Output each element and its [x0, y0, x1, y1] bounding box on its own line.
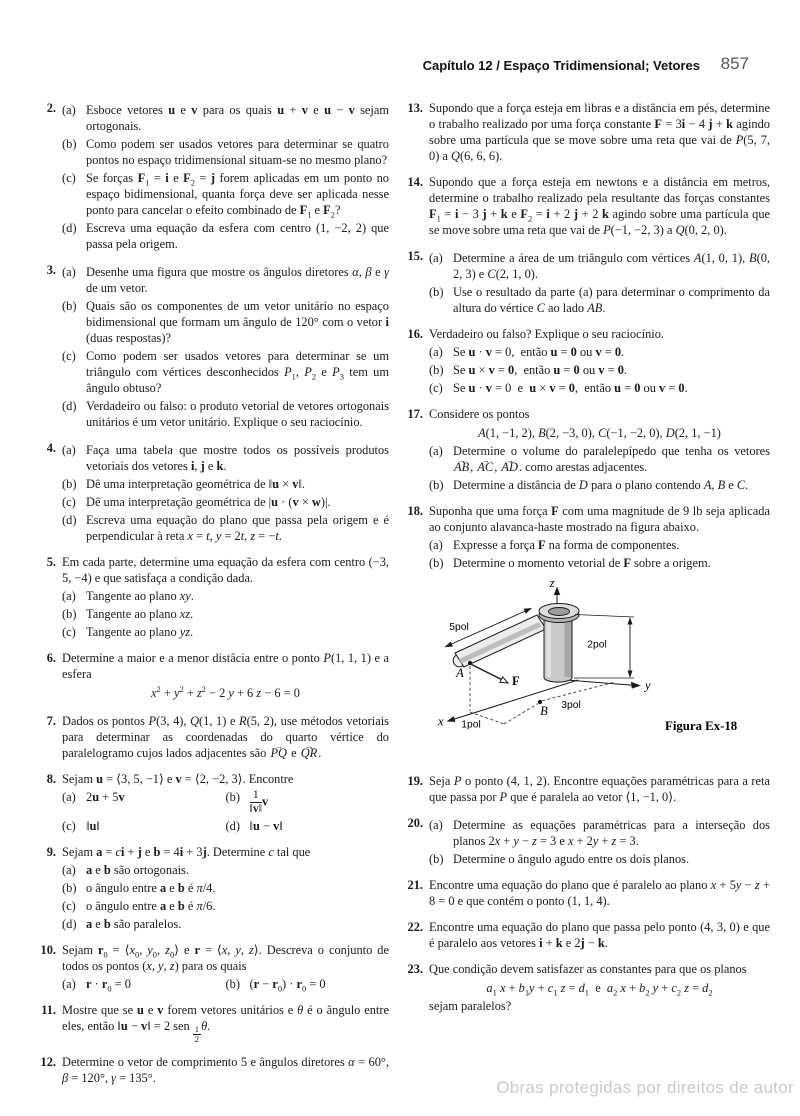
- right-column-bottom: [402, 773, 770, 1014]
- part-text: Determine a área de um triângulo com vértices A(1, 0, 1), B(0, 2, 3) e C(2, 1, 0).: [453, 251, 770, 281]
- exercise-part: [429, 250, 770, 282]
- part-label: (d): [62, 221, 77, 235]
- part-label: (b): [62, 880, 77, 895]
- exercise-body: [62, 771, 389, 834]
- exercise-number: 17.: [407, 407, 423, 421]
- part-text: Expresse a força F na forma de componentes.: [453, 538, 680, 552]
- part-label: (d): [62, 513, 77, 527]
- exercise-5: [35, 554, 389, 640]
- part-label: (a): [62, 589, 76, 603]
- measure-2pol-arrow-down: [628, 671, 633, 679]
- exercise-parts: [429, 537, 770, 571]
- exercise-parts: [429, 250, 770, 316]
- exercise-parts: [429, 443, 770, 493]
- exercise-body: [62, 844, 389, 932]
- lever-arm-shading: [459, 622, 542, 664]
- part-text: a e b são paralelos.: [86, 916, 182, 931]
- exercise-number: 4.: [46, 441, 56, 455]
- exercise-parts-grid: [62, 976, 389, 992]
- exercise-part: [62, 818, 226, 834]
- exercise-number: 12.: [40, 1055, 56, 1070]
- exercise-body: [429, 326, 770, 396]
- part-label: (c): [62, 898, 76, 913]
- exercise-4: [35, 440, 389, 544]
- part-label: (b): [225, 790, 240, 804]
- part-label: (a): [62, 862, 76, 877]
- exercise-12: [35, 1054, 389, 1086]
- exercise-number: 16.: [407, 327, 423, 341]
- exercise-2: [35, 100, 389, 252]
- exercise-text: Mostre que se u e v forem vetores unitários e θ é o ângulo entre eles, então ‖u − v‖ = 2 sen $\frac{1}{2}$ θ.: [62, 1002, 390, 1045]
- part-label: (b): [62, 299, 77, 313]
- exercise-text: Dados os pontos P(3, 4), Q(1, 1) e R(5, 2), use métodos vetoriais para determinar as coordenadas do quarto vértice do paralelogramo cujos lados adjacentes são → PQ e → QR.: [62, 713, 389, 761]
- part-text: Determine as equações paramétricas para a interseção dos planos 2x + y − z = 3 e x + 2y + z = 3.: [453, 818, 770, 848]
- exercise-part: [62, 220, 389, 252]
- exercise-text: sejam paralelos?: [429, 999, 512, 1013]
- exercise-text: Sejam a = ci + j e b = 4i + 3j. Determine c tal que: [62, 844, 311, 859]
- exercise-14: [402, 174, 770, 238]
- exercise-part: [62, 476, 389, 492]
- exercise-part: [226, 789, 390, 816]
- ring-hole: [549, 608, 570, 616]
- exercise-body: [429, 248, 770, 316]
- exercise-body: [62, 262, 389, 430]
- part-label: (b): [62, 607, 77, 621]
- exercise-number: 8.: [46, 772, 56, 786]
- part-label: (b): [429, 852, 444, 866]
- measure-2pol-arrow-up: [628, 617, 633, 625]
- part-text: Escreva uma equação do plano que passa pela origem e é perpendicular à reta x = t, y = 2t, z = −t.: [86, 513, 389, 543]
- exercise-16: [402, 326, 770, 396]
- exercise-part: [62, 976, 226, 992]
- exercise-body: [429, 174, 770, 238]
- exercise-part: [429, 362, 770, 378]
- exercise-part: [62, 588, 389, 604]
- exercise-part: [429, 537, 770, 553]
- exercise-body: [429, 919, 770, 951]
- exercise-body: [62, 650, 389, 703]
- measure-2pol-label: 2pol: [587, 639, 607, 651]
- part-label: (a): [429, 345, 443, 359]
- measure-5pol-label: 5pol: [449, 622, 469, 633]
- exercise-part: [62, 606, 389, 622]
- exercise-part: [226, 976, 390, 992]
- part-row: [62, 789, 389, 816]
- part-text: o ângulo entre a e b é π/4.: [86, 880, 216, 895]
- exercise-number: 21.: [407, 878, 423, 892]
- exercise-6: [35, 650, 389, 703]
- exercise-body: [429, 503, 770, 571]
- exercise-text: Seja P o ponto (4, 1, 2). Encontre equações paramétricas para a reta que passa por P que é paralela ao vetor ⟨1, −1, 0⟩.: [429, 774, 771, 804]
- exercise-part: [62, 264, 389, 296]
- exercise-body: [62, 440, 389, 544]
- part-row: [62, 976, 389, 992]
- exercise-part: [62, 898, 389, 914]
- part-label: (b): [225, 976, 240, 991]
- exercise-11: [35, 1002, 389, 1044]
- measure-3pol-label: 3pol: [561, 700, 581, 711]
- exercise-text: Determine a maior e a menor distâcia entre o ponto P(1, 1, 1) e a esfera: [62, 651, 389, 681]
- exercise-10: [35, 942, 389, 992]
- exercise-20: [402, 815, 770, 867]
- exercise-body: [429, 773, 770, 805]
- part-label: (a): [429, 538, 443, 552]
- exercise-number: 13.: [407, 101, 423, 115]
- part-label: (a): [62, 976, 76, 991]
- exercise-text: Suponha que uma força F com uma magnitude de 9 lb seja aplicada ao conjunto alavanca-haste mostrado na figura abaixo.: [429, 504, 770, 534]
- exercise-8: [35, 771, 389, 834]
- part-label: (d): [62, 399, 77, 413]
- exercise-body: [62, 1054, 389, 1086]
- exercise-text: Que condição devem satisfazer as constantes para que os planos: [429, 962, 747, 976]
- exercise-parts-grid: [62, 789, 389, 834]
- exercise-21: [402, 877, 770, 909]
- part-text: ‖u‖: [86, 818, 100, 833]
- exercise-part: [429, 284, 770, 316]
- exercise-13: [402, 100, 770, 164]
- exercise-7: [35, 713, 389, 761]
- part-text: Dê uma interpretação geométrica de ‖u × v‖.: [86, 477, 306, 491]
- part-text: Verdadeiro ou falso: o produto vetorial de vetores ortogonais unitários é um vetor unitário. Explique o seu raciocínio.: [86, 399, 389, 429]
- part-label: (d): [225, 818, 240, 833]
- exercise-parts: [62, 102, 389, 252]
- part-text: Determine o volume do paralelepípedo que tenha os vetores → AB, → AC, → AD. como arestas adjacentes.: [453, 443, 770, 475]
- part-label: (d): [62, 916, 77, 931]
- exercise-text: Sejam $r_0$ = $⟨x_0$, $y_0$, $z_0⟩$ e r = ⟨x, y, z⟩. Descreva o conjunto de todos os pontos (x, y, z) para os quais: [62, 942, 389, 973]
- exercise-number: 11.: [41, 1002, 56, 1017]
- part-label: (a): [62, 443, 76, 457]
- part-label: (c): [62, 349, 76, 363]
- exercise-part: [62, 136, 389, 168]
- part-label: (a): [62, 265, 76, 279]
- exercise-number: 15.: [407, 249, 423, 263]
- exercise-part: [62, 789, 226, 816]
- exercise-number: 14.: [407, 175, 423, 189]
- exercise-body: [62, 942, 389, 992]
- exercise-number: 3.: [46, 263, 56, 277]
- exercise-part: [62, 442, 389, 474]
- exercise-part: [429, 817, 770, 849]
- exercise-body: [429, 406, 770, 493]
- x-axis-arrowhead: [447, 716, 456, 722]
- exercise-display-equation: $a_1$ $x + b_1y + c_1$ $z = d_1$ e $a_2$ $x + b_2$ $y + c_2$ $z = d_2$: [486, 981, 713, 998]
- exercise-parts: [429, 344, 770, 396]
- exercise-part: [226, 818, 390, 834]
- exercise-body: [62, 1002, 389, 1044]
- part-label: (a): [429, 251, 443, 265]
- part-text: Determine a distância de D para o plano contendo A, B e C.: [453, 478, 749, 492]
- y-axis-arrowhead: [631, 682, 641, 689]
- part-row: [62, 818, 389, 834]
- chapter-header: Capítulo 12 / Espaço Tridimensional; Vetores: [422, 58, 700, 73]
- exercise-parts: [62, 588, 389, 640]
- exercise-part: [429, 555, 770, 571]
- exercise-text: Sejam u = ⟨3, 5, −1⟩ e v = ⟨2, −2, 3⟩. Encontre: [62, 772, 294, 786]
- exercise-number: 6.: [46, 651, 56, 665]
- exercise-text: Encontre uma equação do plano que é paralelo ao plano x + 5y − z + 8 = 0 e que contém o ponto (1, 1, 4).: [429, 878, 770, 908]
- exercise-number: 23.: [407, 962, 423, 976]
- part-text: Se u · v = 0 e u × v = 0, então u = 0 ou v = 0.: [453, 381, 688, 395]
- measure-5pol-arrow-tail: [445, 642, 453, 648]
- part-text: Se u × v = 0, então u = 0 ou v = 0.: [453, 363, 628, 377]
- force-F-vector: [472, 665, 502, 680]
- exercise-text: Encontre uma equação do plano que passa pelo ponto (4, 3, 0) e que é paralelo aos vetores i + k e 2j − k.: [429, 920, 770, 950]
- exercise-part: [62, 512, 389, 544]
- part-label: (b): [62, 137, 77, 151]
- part-text: Desenhe uma figura que mostre os ângulos diretores α, β e γ de um vetor.: [86, 265, 389, 295]
- exercise-body: [429, 815, 770, 867]
- part-text: $(r - r_0) \cdot r_0 = 0$: [249, 976, 326, 994]
- measure-2pol-tick-top: [575, 615, 634, 618]
- part-text: a e b são ortogonais.: [86, 862, 189, 877]
- part-text: Tangente ao plano xz.: [86, 607, 194, 621]
- exercise-part: [429, 851, 770, 867]
- point-A: [468, 661, 472, 665]
- point-A-label: A: [456, 666, 464, 680]
- exercise-17: [402, 406, 770, 493]
- exercise-number: 22.: [407, 920, 423, 934]
- exercise-body: [429, 877, 770, 909]
- exercise-19: [402, 773, 770, 805]
- exercise-number: 9.: [46, 844, 56, 859]
- exercise-part: [429, 443, 770, 475]
- exercise-display-equation: A(1, −1, 2), B(2, −3, 0), C(−1, −2, 0), D(2, 1, −1): [478, 426, 721, 440]
- exercise-9: [35, 844, 389, 932]
- right-column: [402, 100, 770, 1024]
- part-text: 2u + 5v: [86, 790, 125, 804]
- part-text: Tangente ao plano yz.: [86, 625, 194, 639]
- part-text: $r \cdot r_0 = 0$: [86, 976, 131, 994]
- cylinder-shade-right: [565, 616, 572, 677]
- exercise-part: [62, 298, 389, 346]
- exercise-body: [429, 961, 770, 1014]
- force-F-arrowhead: [500, 677, 508, 683]
- z-axis-label: z: [549, 581, 555, 590]
- exercise-text: Verdadeiro ou falso? Explique o seu raciocínio.: [429, 327, 664, 341]
- exercise-22: [402, 919, 770, 951]
- part-text: $\frac{1}{‖v‖}$ v: [249, 788, 269, 815]
- exercise-number: 18.: [407, 504, 423, 518]
- part-text: o ângulo entre a e b é π/6.: [86, 898, 216, 913]
- part-text: Faça uma tabela que mostre todos os possíveis produtos vetoriais dos vetores i, j e k.: [86, 443, 389, 473]
- part-text: Se u · v = 0, então u = 0 ou v = 0.: [453, 345, 625, 359]
- part-text: Escreva uma equação da esfera com centro (1, −2, 2) que passa pela origem.: [86, 221, 389, 251]
- part-text: Como podem ser usados vetores para determinar se um triângulo com vértices desconhecidos $P_1$, $P_2$ e $P_3$ tem um ângulo obtuso?: [86, 349, 389, 395]
- exercise-15: [402, 248, 770, 316]
- y-axis-label: y: [645, 678, 651, 693]
- exercise-body: [62, 100, 389, 252]
- copyright-watermark: Obras protegidas por direitos de autor: [496, 1078, 794, 1097]
- part-label: (c): [62, 171, 76, 185]
- exercise-parts: [62, 264, 389, 430]
- part-label: (c): [429, 381, 443, 395]
- exercise-part: [62, 348, 389, 396]
- exercise-number: 2.: [46, 101, 56, 115]
- exercise-body: [62, 713, 389, 761]
- exercise-text: Considere os pontos: [429, 407, 530, 421]
- exercise-text: Supondo que a força esteja em newtons e a distância em metros, determine o trabalho realizado pela resultante das forças constantes $F_1 = i - 3$ j + k e $F_2 = i + 2$ j + 2 k agindo sobre uma partícula que se move sobre uma reta que vai de P(−1, −2, 3) a Q(0, 2, 0).: [429, 175, 771, 237]
- exercise-number: 19.: [407, 774, 423, 788]
- exercise-23: [402, 961, 770, 1014]
- exercise-part: [62, 494, 389, 510]
- part-label: (c): [62, 495, 76, 509]
- exercise-parts: [429, 817, 770, 867]
- exercise-part: [429, 477, 770, 493]
- exercise-body: [429, 100, 770, 164]
- part-label: (b): [429, 285, 444, 299]
- exercise-part: [62, 398, 389, 430]
- part-label: (b): [429, 478, 444, 492]
- exercise-part: [62, 862, 389, 878]
- part-text: ‖u − v‖: [249, 818, 283, 833]
- part-text: Se forças $F_1 = i$ e $F_2 = j$ forem aplicadas em um ponto no espaço bidimensional, quanta força deve ser aplicada nesse ponto para cancelar o efeito combinado de $F_1$ e $F_2$?: [86, 171, 390, 220]
- point-B-label: B: [540, 704, 548, 718]
- exercise-number: 7.: [46, 714, 56, 728]
- exercise-part: [62, 916, 389, 932]
- exercise-body: [62, 554, 389, 640]
- lever-shaft-diagram: [425, 581, 780, 761]
- exercise-part: [62, 880, 389, 896]
- part-text: Tangente ao plano xy.: [86, 589, 194, 603]
- page-number: 857: [720, 54, 749, 73]
- exercise-number: 20.: [407, 816, 423, 830]
- x-axis-label: x: [438, 714, 444, 729]
- part-label: (a): [62, 790, 76, 804]
- part-label: (a): [62, 103, 76, 117]
- exercise-part: [429, 380, 770, 396]
- exercise-display-equation: $x^2 + y^2 + z^2 - 2$ y + 6 z − 6 = 0: [151, 683, 300, 700]
- exercise-parts: [62, 442, 389, 544]
- exercise-number: 10.: [40, 942, 56, 957]
- exercise-text: Supondo que a força esteja em libras e a distância em pés, determine o trabalho realizado por uma força constante F = 3i − 4 j + k agindo sobre uma partícula que se move sobre uma reta que vai de P(5, 7, 0) a Q(6, 6, 6).: [429, 101, 771, 163]
- part-text: Como podem ser usados vetores para determinar se quatro pontos no espaço tridimensional situam-se no mesmo plano?: [86, 137, 389, 167]
- part-text: Determine o ângulo agudo entre os dois planos.: [453, 852, 690, 866]
- part-text: Determine o momento vetorial de F sobre a origem.: [453, 556, 711, 570]
- part-label: (b): [429, 363, 444, 377]
- part-text: Quais são os componentes de um vetor unitário no espaço bidimensional que formam um ângulo de 120° com o vetor i (duas respostas)?: [86, 299, 389, 345]
- part-label: (b): [429, 556, 444, 570]
- exercise-3: [35, 262, 389, 430]
- exercise-part: [429, 344, 770, 360]
- part-label: (c): [62, 625, 76, 639]
- exercise-text: Determine o vetor de comprimento 5 e ângulos diretores α = 60°, β = 120°, γ = 135°.: [62, 1055, 389, 1086]
- part-text: Dê uma interpretação geométrica de |u · (v × w)|.: [86, 495, 331, 509]
- exercise-part: [62, 102, 389, 134]
- force-F-label: F: [512, 674, 520, 688]
- z-axis-arrowhead: [554, 587, 560, 596]
- part-label: (a): [429, 818, 443, 832]
- figure-ex18: [425, 581, 770, 765]
- figure-caption: Figura Ex-18: [665, 719, 738, 733]
- exercise-parts: [62, 862, 389, 932]
- measure-5pol-arrow-head: [524, 608, 532, 614]
- exercise-text: Em cada parte, determine uma equação da esfera com centro (−3, 5, −4) e que satisfaça a condição dada.: [62, 555, 389, 585]
- part-label: (c): [62, 818, 76, 833]
- exercise-part: [62, 624, 389, 640]
- exercise-18: [402, 503, 770, 571]
- exercise-part: [62, 170, 389, 218]
- part-label: (a): [429, 444, 443, 458]
- exercise-number: 5.: [46, 555, 56, 569]
- measure-1pol-label: 1pol: [461, 719, 481, 731]
- cylinder-highlight-left: [547, 616, 552, 677]
- part-text: Esboce vetores u e v para os quais u + v e u − v sejam ortogonais.: [86, 103, 390, 133]
- part-label: (b): [62, 477, 77, 491]
- part-text: Use o resultado da parte (a) para determinar o comprimento da altura do vértice C ao lado AB.: [453, 285, 770, 315]
- left-column: [35, 100, 389, 1096]
- right-column-top: [402, 100, 770, 571]
